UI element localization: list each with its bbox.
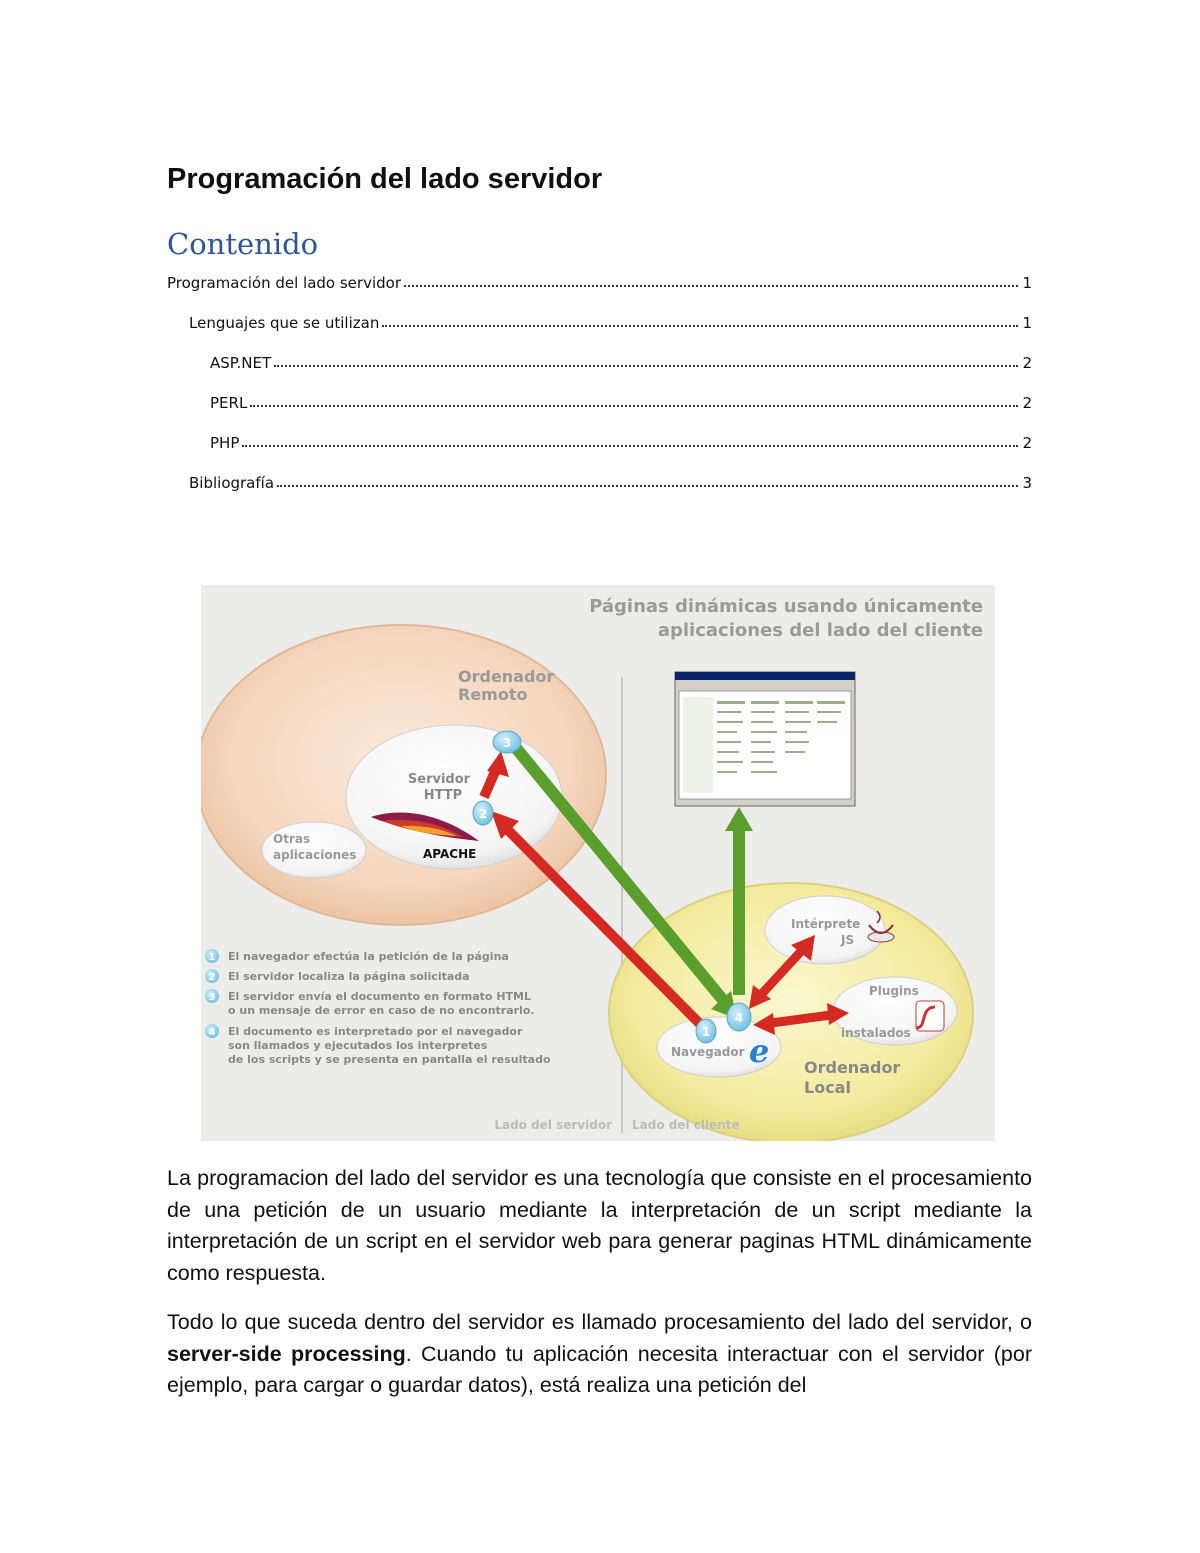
svg-text:son llamados y ejecutados los: son llamados y ejecutados los interpretes: [228, 1039, 488, 1052]
client-server-diagram: [201, 585, 995, 1141]
ie-logo-icon: e: [749, 1032, 770, 1070]
others-label-line1: Otras: [273, 832, 311, 846]
local-label-line1: Ordenador: [804, 1058, 901, 1077]
svg-text:El servidor envía el documento: El servidor envía el documento en formato HTML: [228, 990, 531, 1003]
svg-text:de los scripts y se presenta e: de los scripts y se presenta en pantalla el resultado: [228, 1053, 551, 1066]
others-label-line2: aplicaciones: [273, 848, 357, 862]
toc-leader: [242, 445, 1018, 447]
badge-step-3: [493, 731, 521, 753]
svg-text:4: 4: [208, 1027, 216, 1038]
toc-leader: [277, 485, 1018, 487]
flash-icon: [916, 1001, 944, 1031]
figure-header-line1: Páginas dinámicas usando únicamente: [589, 596, 983, 617]
svg-text:2: 2: [208, 972, 216, 983]
toc-leader: [404, 285, 1018, 287]
paragraph-1: La programacion del lado del servidor es una tecnología que consiste en el procesamiento de una petición de un usuario mediante la interpretación de un script mediante la interpretación de un script en el servidor web para generar paginas HTML dinámicamente como respuesta.: [167, 1166, 1032, 1285]
svg-text:3: 3: [208, 992, 216, 1003]
toc-entry[interactable]: [167, 270, 1032, 292]
toc-entry[interactable]: [189, 470, 1032, 492]
toc-entry[interactable]: [210, 350, 1032, 372]
client-side-label: Lado del cliente: [632, 1118, 740, 1132]
badge-step-1: [696, 1019, 716, 1043]
interpreter-label-line1: Intérprete: [791, 917, 861, 931]
svg-text:2: 2: [478, 807, 488, 821]
paragraph-2-text-before: Todo lo que suceda dentro del servidor es llamado procesamiento del lado del servidor, o: [167, 1310, 1032, 1334]
svg-text:El servidor localiza la página: El servidor localiza la página solicitada: [228, 970, 470, 983]
plugins-label-line1: Plugins: [869, 984, 919, 998]
document-title: Programación del lado servidor: [167, 163, 603, 195]
toc-entry-label: Lenguajes que se utilizan: [189, 314, 380, 332]
paragraph-2: [167, 1307, 1032, 1402]
svg-text:1: 1: [701, 1025, 711, 1039]
toc-entry-page: 2: [1022, 354, 1032, 372]
svg-text:3: 3: [502, 736, 512, 750]
toc-entry-label: Programación del lado servidor: [167, 274, 401, 292]
badge-step-2: [473, 801, 493, 825]
browser-label: Navegador: [671, 1045, 745, 1059]
badge-step-4: [727, 1003, 751, 1031]
interpreter-label-line2: JS: [841, 933, 855, 947]
legend-step-2: [205, 969, 470, 983]
svg-text:o un mensaje de error en caso: o un mensaje de error en caso de no encontrarlo.: [228, 1004, 535, 1017]
toc-entry-label: PERL: [210, 394, 248, 412]
svg-text:1: 1: [208, 952, 216, 963]
legend-step-1: [205, 949, 509, 963]
toc-entry[interactable]: [210, 430, 1032, 452]
local-label-line2: Local: [804, 1078, 851, 1097]
toc-entry-label: Bibliografía: [189, 474, 275, 492]
toc-entry-page: 2: [1022, 394, 1032, 412]
toc-entry-page: 3: [1022, 474, 1032, 492]
toc-entry[interactable]: [210, 390, 1032, 412]
server-label-line1: Servidor: [407, 772, 471, 787]
toc-entry[interactable]: [189, 310, 1032, 332]
toc-leader: [382, 325, 1018, 327]
toc-heading: Contenido: [167, 227, 319, 261]
toc-entry-label: ASP.NET: [210, 354, 272, 372]
toc-leader: [274, 365, 1018, 367]
server-side-label: Lado del servidor: [494, 1118, 612, 1132]
svg-text:El navegador efectúa la petici: El navegador efectúa la petición de la página: [228, 950, 509, 963]
server-side-processing-term: server-side processing: [167, 1341, 406, 1366]
svg-text:4: 4: [734, 1011, 744, 1025]
remote-label-line2: Remoto: [458, 685, 528, 704]
browser-window-illustration: [675, 672, 855, 806]
apache-label: APACHE: [423, 847, 477, 861]
toc-entry-page: 1: [1022, 274, 1032, 292]
remote-label-line1: Ordenador: [458, 667, 555, 686]
paragraph-2-text-after: . Cuando tu aplicación necesita interactuar con el servidor (por ejemplo, para cargar o guardar datos), está realiza una petición del: [167, 1341, 1032, 1397]
toc-entry-page: 1: [1022, 314, 1032, 332]
toc-entry-page: 2: [1022, 434, 1032, 452]
figure-header-line2: aplicaciones del lado del cliente: [657, 620, 983, 641]
server-label-line2: HTTP: [423, 788, 463, 803]
svg-text:El documento es interpretado p: El documento es interpretado por el navegador: [228, 1025, 523, 1038]
toc-entry-label: PHP: [210, 434, 240, 452]
toc-leader: [250, 405, 1018, 407]
plugins-label-line2: instalados: [841, 1026, 911, 1040]
